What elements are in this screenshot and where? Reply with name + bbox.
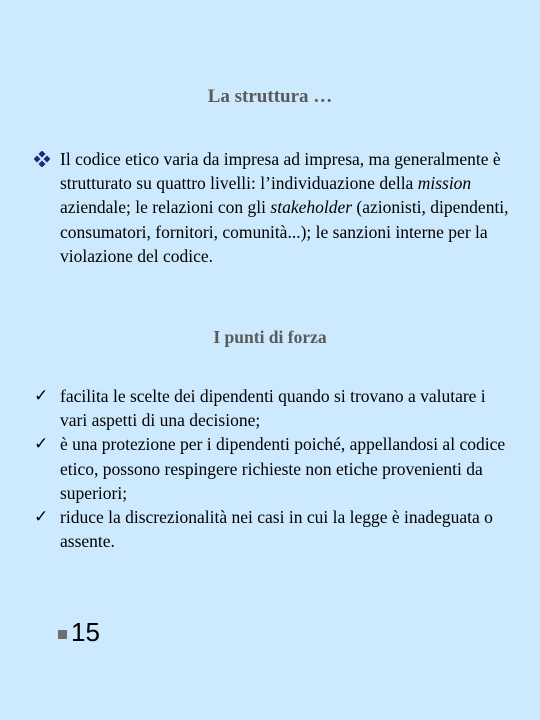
slide-number [58,617,100,648]
slide-title: La struttura … [207,86,333,107]
intro-text [60,147,514,268]
intro-segment: (azionisti, dipendenti, consumatori, fornitori, comunità...); le sanzioni interne per la violazione del codice. [60,197,509,266]
checkmark-icon: ✓ [34,507,49,527]
list-item-text: facilita le scelte dei dipendenti quando si trovano a valutare i vari aspetti di una decisione; [60,386,486,431]
list-item-text: è una protezione per i dipendenti poiché, appellandosi al codice etico, possono respingere richieste non etiche provenienti da superiori; [60,434,506,503]
diamond-bullet-icon [34,147,60,172]
slide-number-text: 15 [71,617,100,647]
emphasized-term: mission [417,173,472,194]
list-item [34,384,514,432]
square-marker-icon [58,630,67,639]
strengths-list [34,384,514,553]
intro-segment: aziendale; le relazioni con gli [60,197,271,218]
checkmark-icon: ✓ [34,386,49,405]
intro-paragraph [34,147,514,268]
intro-segment: Il codice etico varia da impresa ad impresa, ma generalmente è strutturato su quattro livelli: l’individuazione della [60,149,501,194]
list-item-text: riduce la discrezionalità nei casi in cui la legge è inadeguata o assente. [60,507,493,552]
list-item [34,432,514,505]
section-subtitle: I punti di forza [213,327,327,347]
list-item [34,505,514,553]
emphasized-term: stakeholder [270,197,353,218]
checkmark-icon: ✓ [34,434,49,454]
